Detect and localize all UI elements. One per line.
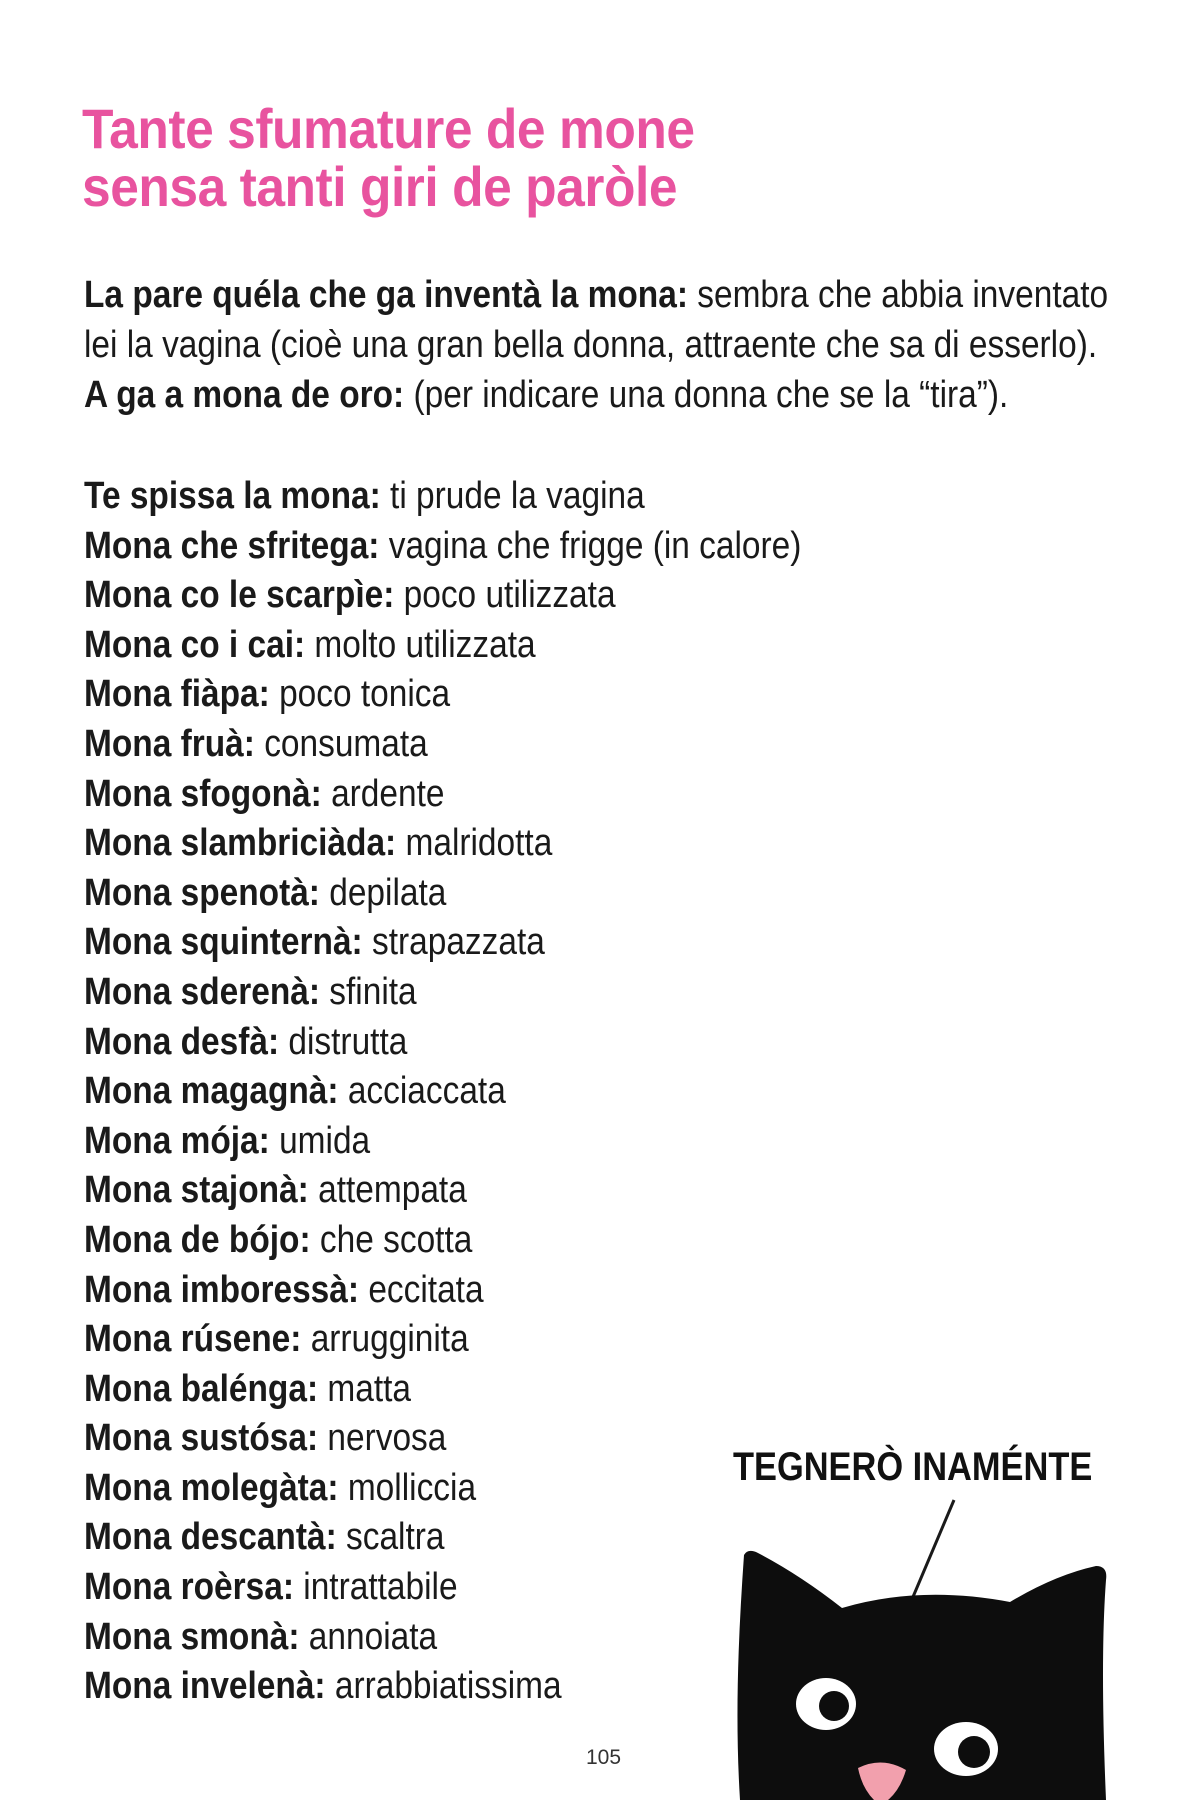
- cat-pupil-left: [819, 1691, 849, 1721]
- entry-term: Mona roèrsa:: [84, 1566, 294, 1609]
- entry-definition: depilata: [319, 871, 447, 914]
- glossary-entry: [84, 819, 700, 869]
- glossary-entry: [84, 1613, 700, 1663]
- intro-paragraph: [84, 270, 1109, 420]
- entry-definition: strapazzata: [362, 921, 545, 964]
- intro-definition: sembra che abbia inventato: [687, 274, 1109, 316]
- entry-definition: annoiata: [299, 1615, 438, 1658]
- glossary-entry: [84, 1216, 700, 1266]
- intro-line: [84, 270, 1109, 320]
- glossary-entry: [84, 670, 700, 720]
- entry-term: Mona invelenà:: [84, 1665, 326, 1708]
- entry-term: Mona stajonà:: [84, 1169, 309, 1212]
- glossary-entry: [84, 472, 700, 522]
- cat-caption: TEGNERÒ INAMÉNTE: [733, 1445, 1093, 1489]
- title-line-1: Tante sfumature de mone: [82, 97, 695, 160]
- entry-term: Te spissa la mona:: [84, 475, 381, 517]
- glossary-list: [84, 472, 802, 1712]
- intro-line: lei la vagina (cioè una gran bella donna, attraente che sa di esserlo).: [84, 324, 1098, 366]
- entry-definition: eccitata: [359, 1268, 484, 1311]
- entry-definition: consumata: [254, 722, 428, 765]
- entry-definition: attempata: [308, 1169, 467, 1212]
- glossary-entry: [84, 918, 700, 968]
- cat-eye-left: [796, 1678, 856, 1730]
- glossary-entry: [84, 1414, 700, 1464]
- entry-term: Mona balénga:: [84, 1367, 319, 1410]
- cat-pupil-right: [958, 1736, 990, 1768]
- entry-definition: umida: [269, 1119, 371, 1162]
- entry-definition: vagina che frigge (in calore): [379, 524, 802, 567]
- glossary-entry: [84, 571, 700, 621]
- intro-definition: (per indicare una donna che se la “tira”).: [404, 374, 1009, 416]
- entry-term: Mona smonà:: [84, 1615, 300, 1658]
- intro-term: A ga a mona de oro:: [84, 374, 405, 416]
- glossary-entry: [84, 869, 700, 919]
- entry-term: Mona magagnà:: [84, 1070, 339, 1113]
- intro-line: [84, 370, 1009, 420]
- glossary-entry: [84, 1067, 700, 1117]
- entry-definition: poco tonica: [269, 673, 451, 716]
- title-line-2: sensa tanti giri de paròle: [82, 155, 678, 218]
- entry-term: Mona che sfritega:: [84, 524, 380, 567]
- entry-definition: ardente: [321, 772, 445, 815]
- entry-term: Mona desfà:: [84, 1020, 280, 1063]
- entry-term: Mona de bójo:: [84, 1218, 311, 1261]
- glossary-entry: [84, 770, 700, 820]
- glossary-entry: [84, 1513, 700, 1563]
- entry-term: Mona co i cai:: [84, 623, 306, 666]
- page-title: [82, 97, 695, 218]
- glossary-entry: [84, 1365, 700, 1415]
- entry-definition: acciaccata: [338, 1070, 506, 1113]
- glossary-entry: [84, 1315, 700, 1365]
- entry-definition: molliccia: [338, 1466, 477, 1509]
- entry-definition: malridotta: [396, 822, 553, 865]
- entry-term: Mona molegàta:: [84, 1466, 339, 1509]
- entry-definition: nervosa: [318, 1417, 447, 1460]
- page-number: 105: [586, 1746, 622, 1769]
- glossary-entry: [84, 1266, 700, 1316]
- glossary-entry: [84, 621, 700, 671]
- entry-definition: ti prude la vagina: [380, 475, 645, 517]
- glossary-entry: [84, 522, 802, 572]
- entry-term: Mona rúsene:: [84, 1318, 302, 1361]
- glossary-entry: [84, 968, 700, 1018]
- entry-definition: arrabbiatissima: [325, 1665, 562, 1708]
- glossary-entry: [84, 1563, 700, 1613]
- glossary-entry: [84, 720, 700, 770]
- entry-term: Mona fruà:: [84, 722, 255, 765]
- entry-definition: arrugginita: [301, 1318, 469, 1361]
- entry-term: Mona slambriciàda:: [84, 822, 397, 865]
- entry-definition: scaltra: [336, 1516, 445, 1559]
- entry-term: Mona fiàpa:: [84, 673, 270, 716]
- entry-definition: intrattabile: [293, 1566, 458, 1609]
- cat-head: [737, 1551, 1106, 1800]
- cat-nose: [858, 1762, 906, 1800]
- glossary-entry: [84, 1464, 700, 1514]
- cat-eye-right: [934, 1722, 998, 1776]
- intro-term: La pare quéla che ga inventà la mona:: [84, 274, 688, 316]
- entry-term: Mona imboressà:: [84, 1268, 360, 1311]
- entry-term: Mona co le scarpìe:: [84, 574, 395, 617]
- entry-term: Mona sderenà:: [84, 970, 320, 1013]
- speech-pointer-line: [910, 1500, 954, 1604]
- entry-definition: sfinita: [319, 970, 417, 1013]
- entry-definition: poco utilizzata: [394, 574, 616, 617]
- entry-definition: matta: [318, 1367, 412, 1410]
- glossary-entry: [84, 1117, 700, 1167]
- entry-definition: molto utilizzata: [305, 623, 536, 666]
- glossary-entry: [84, 1018, 700, 1068]
- entry-term: Mona sustósa:: [84, 1417, 319, 1460]
- entry-definition: distrutta: [279, 1020, 408, 1063]
- entry-definition: che scotta: [310, 1218, 473, 1261]
- glossary-entry: [84, 1662, 700, 1712]
- entry-term: Mona spenotà:: [84, 871, 320, 914]
- entry-term: Mona mója:: [84, 1119, 270, 1162]
- entry-term: Mona descantà:: [84, 1516, 337, 1559]
- entry-term: Mona sfogonà:: [84, 772, 322, 815]
- entry-term: Mona squinternà:: [84, 921, 363, 964]
- glossary-entry: [84, 1166, 700, 1216]
